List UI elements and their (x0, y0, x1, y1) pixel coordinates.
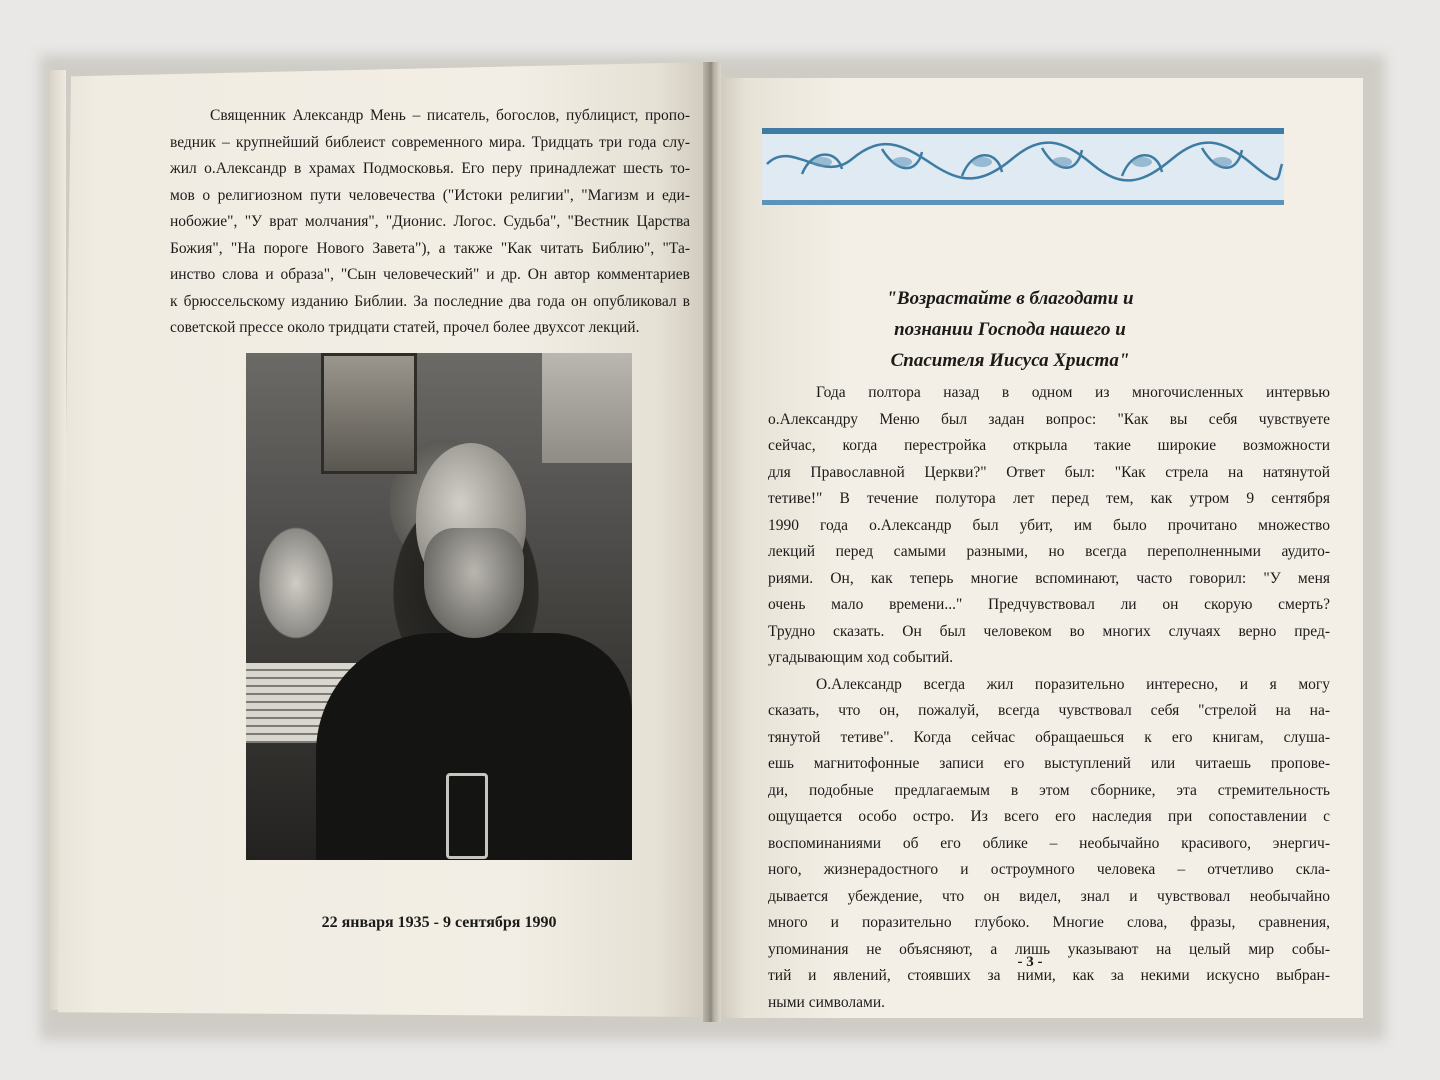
bio-line: ведник – крупнейший библеист современного мира. Тридцать три года слу- (170, 133, 690, 151)
essay-line: упоминания не объясняют, а лишь указывают на целый мир собы- (768, 940, 1330, 958)
bio-line: Священник Александр Мень – писатель, богослов, публицист, пропо- (210, 107, 690, 124)
photo-window (542, 353, 632, 463)
book-spine (703, 62, 721, 1022)
bio-line: мов о религиозном пути человечества ("Истоки религии", "Магизм и еди- (170, 186, 690, 204)
photo-pectoral-cross (446, 773, 488, 859)
essay-line: риями. Он, как теперь многие вспоминают, часто говорил: "У меня (768, 569, 1330, 587)
essay-line: ешь магнитофонные записи его выступлений или читаешь пропове- (768, 755, 1330, 772)
bio-line: к брюссельскому изданию Библии. За последние два года он опубликовал в (170, 292, 690, 310)
page-number: - 3 - (1017, 954, 1043, 970)
epigraph-line: познании Господа нашего и (894, 319, 1126, 340)
essay-line: дывается убеждение, что он видел, знал и чувствовал необычайно (768, 887, 1330, 905)
essay-line: тий и явлений, стоявших за ними, как за некими искусно выбран- (768, 967, 1330, 984)
essay-line: О.Александр всегда жил поразительно интересно, и я могу (816, 675, 1330, 693)
bio-line: советской прессе около тридцати статей, прочел более двухсот лекций. (170, 319, 640, 336)
bio-line: инство слова и образа", "Сын человеческий" и др. Он автор комментариев (170, 266, 690, 283)
essay-line: сказать, что он, пожалуй, всегда чувствовал себя "стрелой на на- (768, 702, 1330, 719)
essay-line: ди, подобные предлагаемым в этом сборнике, эта стремительность (768, 781, 1330, 799)
acanthus-ornament-icon (762, 134, 1284, 189)
essay-line: Года полтора назад в одном из многочисленных интервью (816, 384, 1330, 401)
bio-line: Божия", "На пороге Нового Завета"), а также "Как читать Библию", "Та- (170, 239, 690, 257)
essay-text (768, 380, 1330, 1016)
essay-line: очень мало времени..." Предчувствовал ли он скорую смерть? (768, 596, 1330, 613)
photo-icon-frame (321, 353, 417, 474)
epigraph (790, 283, 1230, 376)
decorative-ornament-band (762, 128, 1284, 205)
photo-beard (424, 528, 524, 638)
epigraph-line: "Возрастайте в благодати и (886, 288, 1134, 309)
photo-caption-dates: 22 января 1935 - 9 сентября 1990 (321, 914, 557, 931)
biography-paragraph (170, 103, 690, 342)
essay-line: для Православной Церкви?" Ответ был: "Как стрела на натянутой (768, 463, 1330, 481)
essay-line: ощущается особо остро. Из всего его наследия при сопоставлении с (768, 808, 1330, 825)
essay-line: ного, жизнерадостного и остроумного человека – отчетливо скла- (768, 861, 1330, 878)
essay-line: воспоминаниями об его облике – необычайно красивого, энергич- (768, 834, 1330, 852)
essay-line: 1990 года о.Александр был убит, им было прочитано множество (768, 516, 1330, 534)
bio-line: жил о.Александр в храмах Подмосковья. Его перу принадлежат шесть то- (170, 160, 690, 177)
essay-line: ными символами. (768, 993, 886, 1011)
portrait-photo (246, 353, 632, 860)
essay-line: много и поразительно глубоко. Многие слова, фразы, сравнения, (768, 914, 1330, 931)
essay-line: тетиве!" В течение полутора лет перед тем, как утром 9 сентября (768, 490, 1330, 507)
essay-line: лекций перед самыми разными, но всегда переполненными аудито- (768, 543, 1330, 560)
essay-line: о.Александру Меню был задан вопрос: "Как вы себя чувствуете (768, 410, 1330, 428)
essay-line: угадывающим ход событий. (768, 649, 954, 666)
bio-line: нобожие", "У врат молчания", "Дионис. Логос. Судьба", "Вестник Царства (170, 213, 690, 230)
essay-line: Трудно сказать. Он был человеком во многих случаях верно пред- (768, 622, 1330, 640)
epigraph-line: Спасителя Иисуса Христа" (890, 350, 1130, 371)
essay-line: сейчас, когда перестройка открыла такие широкие возможности (768, 437, 1330, 454)
essay-line: тянутой тетиве". Когда сейчас обращаешься к его книгам, слуша- (768, 728, 1330, 746)
